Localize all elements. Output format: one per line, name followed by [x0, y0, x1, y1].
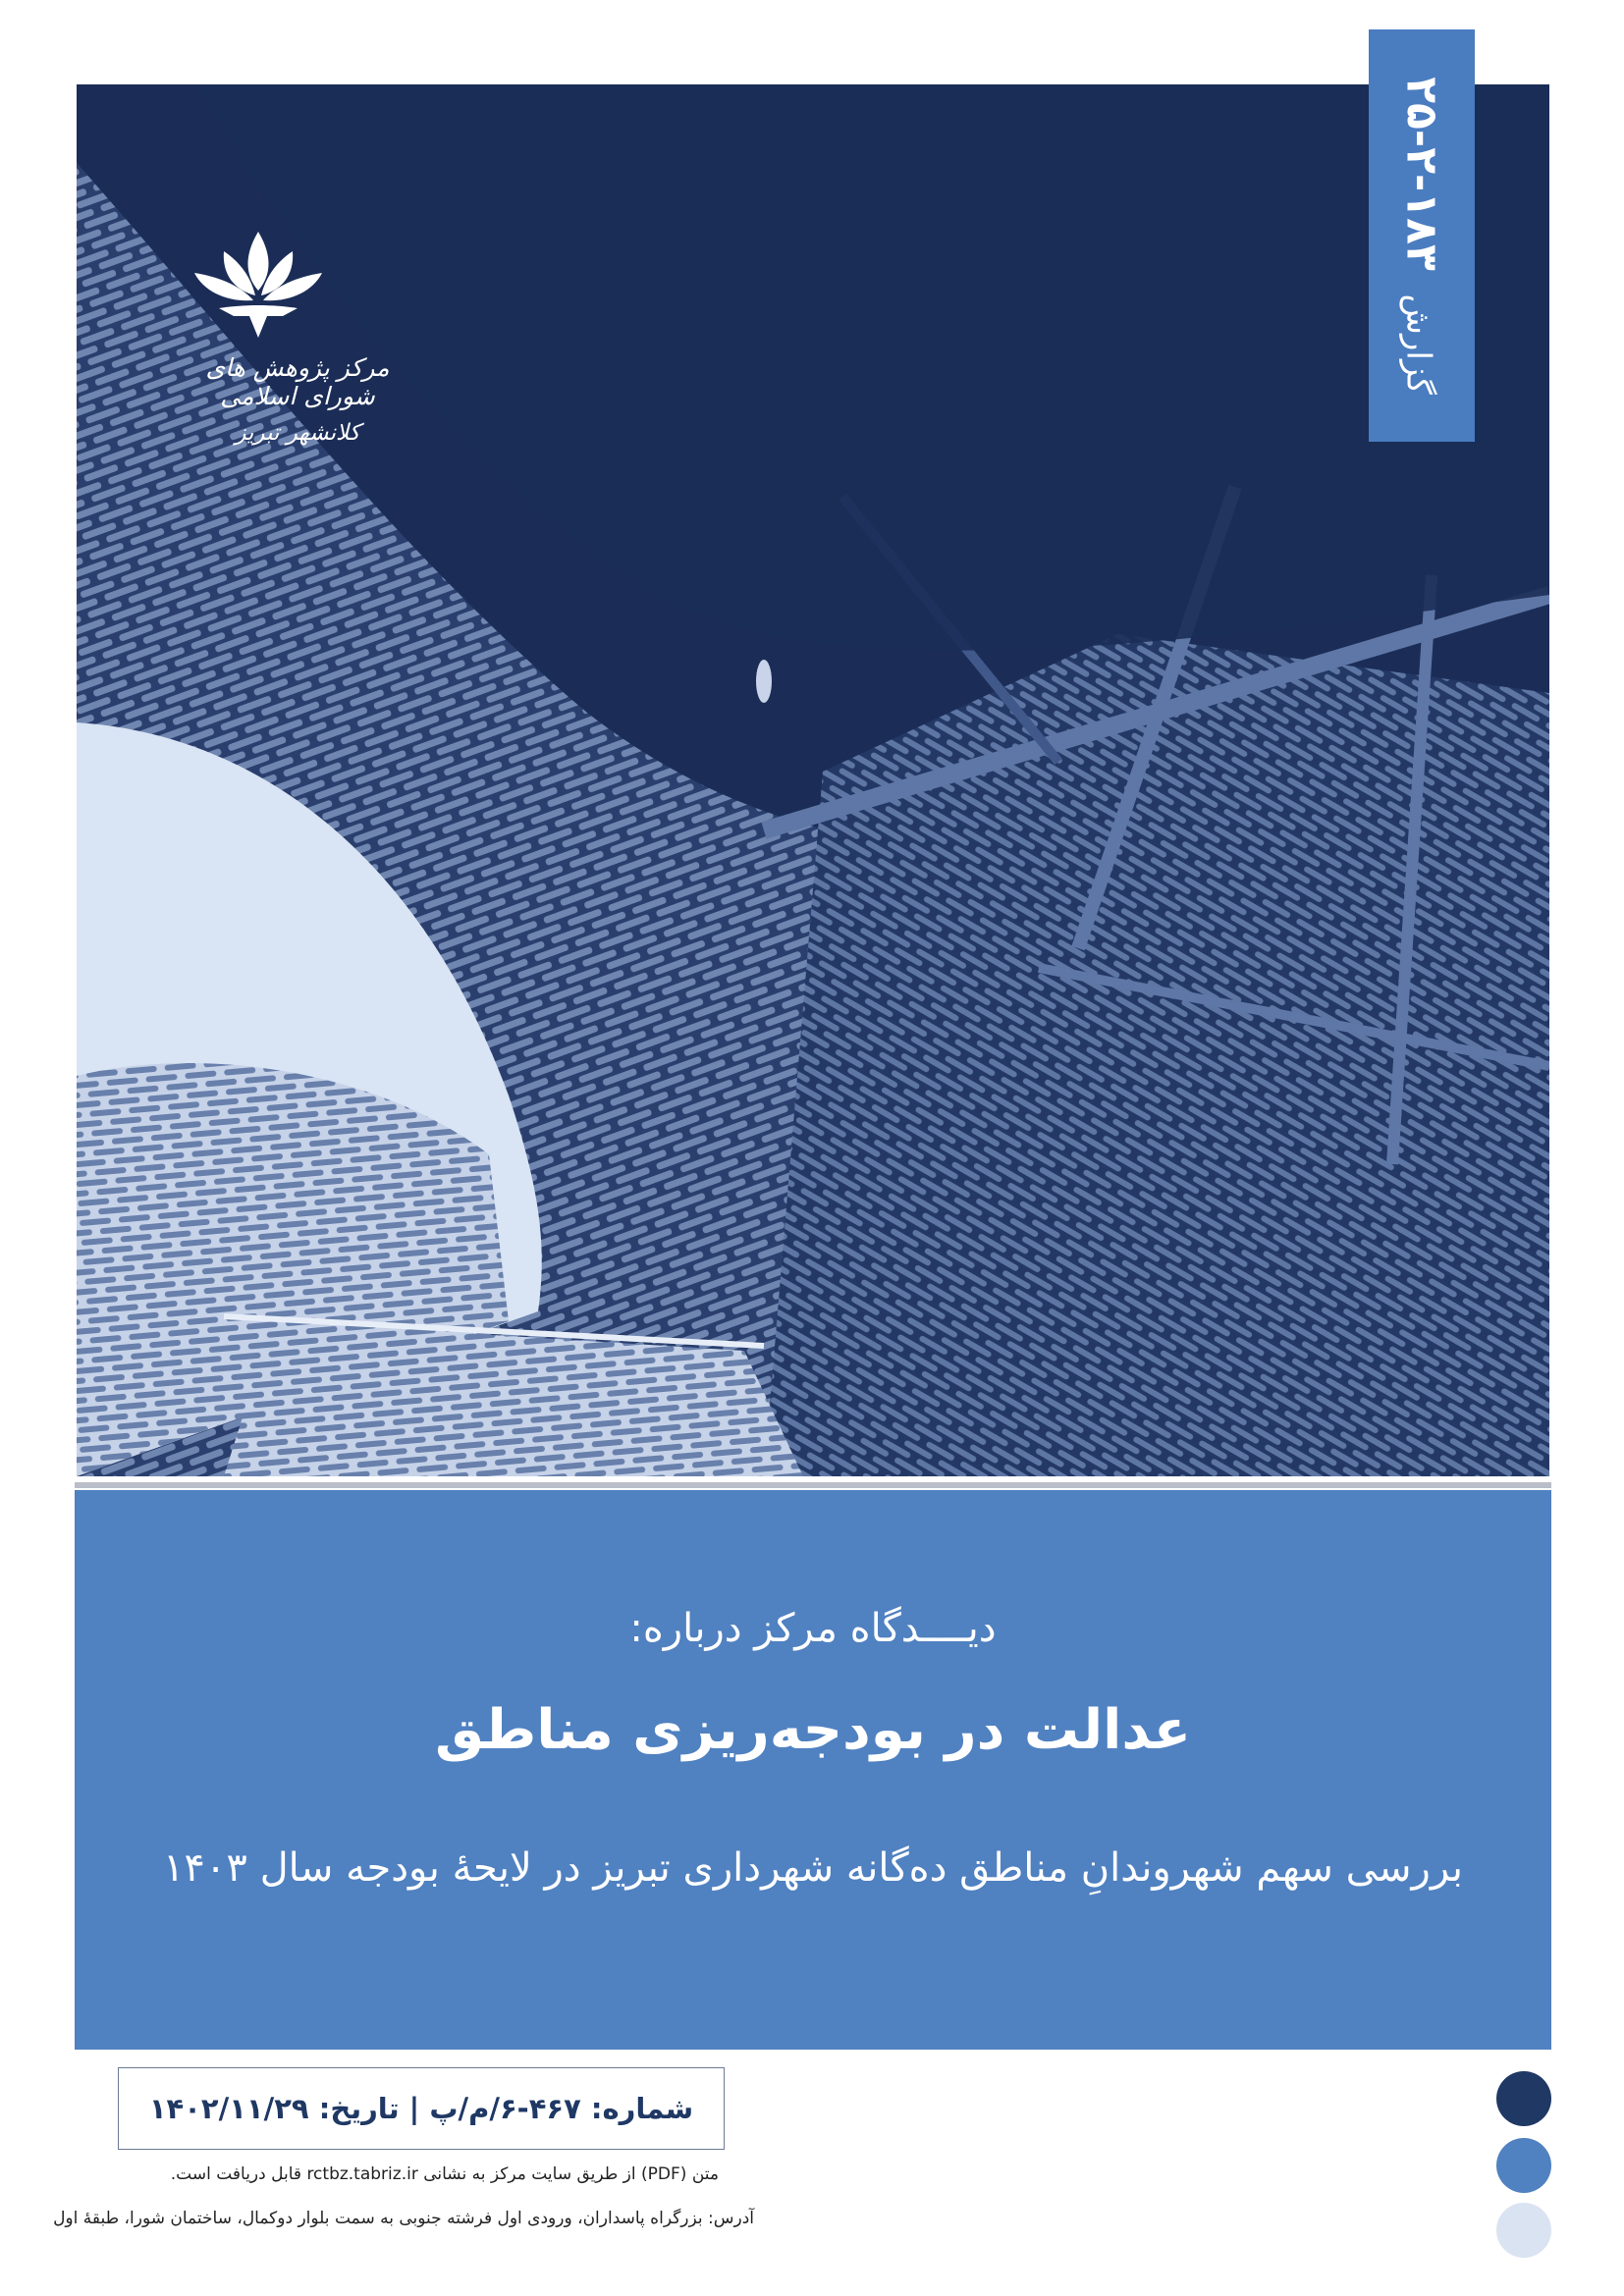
lotus-pen-icon [185, 222, 332, 340]
decorative-dot-light [1496, 2203, 1551, 2258]
report-label: گزارش [1398, 294, 1438, 395]
page-subtitle: بررسی سهم شهروندانِ مناطق ده‌گانه شهرداری تبریز در لایحهٔ بودجه سال ۱۴۰۳ [162, 1845, 1464, 1891]
address-line: آدرس: بزرگراه پاسداران، ورودی اول فرشته جنوبی به سمت بلوار دوکمال، ساختمان شورا، طبقهٔ اول [53, 2209, 754, 2228]
report-number-tab [1369, 29, 1475, 442]
reference-box: شماره: ۴۶۷-۶/م/پ | تاریخ: ۱۴۰۲/۱۱/۲۹ [118, 2067, 725, 2150]
divider [75, 1482, 1551, 1488]
decorative-dot-medium [1496, 2138, 1551, 2193]
page-title: عدالت در بودجه‌ریزی مناطق [435, 1698, 1191, 1762]
cover-image [77, 84, 1549, 1476]
institution-logo [185, 222, 410, 446]
logo-city-name: کلانشهر تبریز [235, 420, 360, 446]
title-band [75, 1490, 1551, 2050]
intro-heading: دیــــدگاه مرکز درباره: [629, 1606, 997, 1651]
pdf-availability-note: متن (PDF) از طریق سایت مرکز به نشانی rctbz.tabriz.ir قابل دریافت است. [170, 2164, 719, 2184]
decorative-dot-dark [1496, 2071, 1551, 2126]
logo-org-name: مرکز پژوهش های شورای اسلامی [205, 353, 390, 410]
report-number: ۱۸۳-۲-۲۵ [1396, 77, 1447, 271]
